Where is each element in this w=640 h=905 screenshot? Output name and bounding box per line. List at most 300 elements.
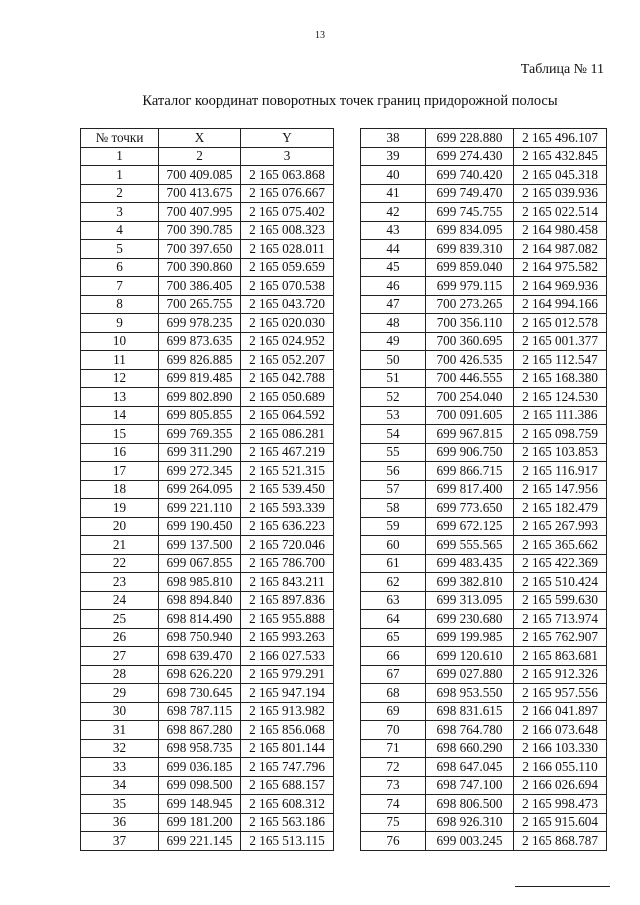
point-number-cell: 57 (361, 480, 426, 499)
table-row (361, 499, 607, 518)
y-coordinate-cell: 2 165 001.377 (514, 332, 607, 351)
y-coordinate-cell: 2 165 111.386 (514, 406, 607, 425)
y-coordinate-cell: 2 165 688.157 (241, 776, 334, 795)
page-number: 13 (315, 30, 325, 41)
y-coordinate-cell: 2 165 008.323 (241, 221, 334, 240)
x-coordinate-cell: 698 660.290 (426, 739, 514, 758)
table-row (361, 240, 607, 259)
point-number-cell: 32 (81, 739, 159, 758)
x-coordinate-cell: 699 098.500 (159, 776, 241, 795)
point-number-cell: 8 (81, 295, 159, 314)
x-coordinate-cell: 700 390.860 (159, 258, 241, 277)
x-coordinate-cell: 699 137.500 (159, 536, 241, 555)
point-number-cell: 53 (361, 406, 426, 425)
point-number-cell: 36 (81, 813, 159, 832)
table-row (81, 628, 334, 647)
x-coordinate-cell: 699 181.200 (159, 813, 241, 832)
x-coordinate-cell: 699 003.245 (426, 832, 514, 851)
table-row (361, 129, 607, 148)
x-coordinate-cell: 699 228.880 (426, 129, 514, 148)
x-coordinate-cell: 699 839.310 (426, 240, 514, 259)
y-coordinate-cell: 2 165 801.144 (241, 739, 334, 758)
table-row (81, 665, 334, 684)
y-coordinate-cell: 2 166 027.533 (241, 647, 334, 666)
table-row (81, 462, 334, 481)
table-row (361, 813, 607, 832)
y-coordinate-cell: 2 165 913.982 (241, 702, 334, 721)
y-coordinate-cell: 2 165 422.369 (514, 554, 607, 573)
point-number-cell: 66 (361, 647, 426, 666)
y-coordinate-cell: 2 165 028.011 (241, 240, 334, 259)
table-row (81, 776, 334, 795)
table-row (81, 702, 334, 721)
table-row (361, 480, 607, 499)
y-coordinate-cell: 2 165 713.974 (514, 610, 607, 629)
table-row (81, 203, 334, 222)
table-row (361, 462, 607, 481)
point-number-cell: 16 (81, 443, 159, 462)
y-coordinate-cell: 2 165 168.380 (514, 369, 607, 388)
x-coordinate-cell: 699 906.750 (426, 443, 514, 462)
x-coordinate-cell: 698 639.470 (159, 647, 241, 666)
x-coordinate-cell: 698 764.780 (426, 721, 514, 740)
table-row (361, 406, 607, 425)
x-coordinate-cell: 698 626.220 (159, 665, 241, 684)
x-coordinate-cell: 698 806.500 (426, 795, 514, 814)
table-row (81, 517, 334, 536)
point-number-cell: 65 (361, 628, 426, 647)
y-coordinate-cell: 2 165 955.888 (241, 610, 334, 629)
table-row (361, 536, 607, 555)
table-row (361, 314, 607, 333)
x-coordinate-cell: 698 814.490 (159, 610, 241, 629)
y-coordinate-cell: 2 165 915.604 (514, 813, 607, 832)
x-coordinate-cell: 699 067.855 (159, 554, 241, 573)
y-coordinate-cell: 2 166 041.897 (514, 702, 607, 721)
table-row (361, 758, 607, 777)
x-coordinate-cell: 698 958.735 (159, 739, 241, 758)
y-coordinate-cell: 2 165 608.312 (241, 795, 334, 814)
table-row (361, 277, 607, 296)
table-row (81, 591, 334, 610)
coordinates-table-right (360, 128, 607, 851)
header-y: Y (241, 129, 334, 148)
point-number-cell: 4 (81, 221, 159, 240)
table-row (81, 166, 334, 185)
x-coordinate-cell: 700 446.555 (426, 369, 514, 388)
point-number-cell: 68 (361, 684, 426, 703)
point-number-cell: 25 (81, 610, 159, 629)
y-coordinate-cell: 2 164 987.082 (514, 240, 607, 259)
y-coordinate-cell: 2 165 868.787 (514, 832, 607, 851)
point-number-cell: 59 (361, 517, 426, 536)
y-coordinate-cell: 2 165 116.917 (514, 462, 607, 481)
y-coordinate-cell: 2 165 539.450 (241, 480, 334, 499)
x-coordinate-cell: 700 091.605 (426, 406, 514, 425)
point-number-cell: 43 (361, 221, 426, 240)
x-coordinate-cell: 699 555.565 (426, 536, 514, 555)
table-row (81, 610, 334, 629)
y-coordinate-cell: 2 165 052.207 (241, 351, 334, 370)
y-coordinate-cell: 2 165 064.592 (241, 406, 334, 425)
x-coordinate-cell: 699 382.810 (426, 573, 514, 592)
point-number-cell: 24 (81, 591, 159, 610)
x-coordinate-cell: 698 647.045 (426, 758, 514, 777)
y-coordinate-cell: 2 165 636.223 (241, 517, 334, 536)
point-number-cell: 64 (361, 610, 426, 629)
x-coordinate-cell: 699 036.185 (159, 758, 241, 777)
y-coordinate-cell: 2 165 070.538 (241, 277, 334, 296)
x-coordinate-cell: 699 967.815 (426, 425, 514, 444)
table-row (81, 739, 334, 758)
point-number-cell: 23 (81, 573, 159, 592)
x-coordinate-cell: 699 199.985 (426, 628, 514, 647)
x-coordinate-cell: 700 265.755 (159, 295, 241, 314)
table-row (81, 721, 334, 740)
x-coordinate-cell: 700 356.110 (426, 314, 514, 333)
point-number-cell: 47 (361, 295, 426, 314)
point-number-cell: 41 (361, 184, 426, 203)
column-index-row (81, 147, 334, 166)
y-coordinate-cell: 2 165 863.681 (514, 647, 607, 666)
point-number-cell: 50 (361, 351, 426, 370)
point-number-cell: 21 (81, 536, 159, 555)
table-row (81, 499, 334, 518)
table-row (81, 647, 334, 666)
point-number-cell: 39 (361, 147, 426, 166)
table-row (361, 517, 607, 536)
table-row (81, 684, 334, 703)
x-coordinate-cell: 699 264.095 (159, 480, 241, 499)
table-row (81, 406, 334, 425)
x-coordinate-cell: 699 817.400 (426, 480, 514, 499)
footer-divider (515, 886, 610, 887)
point-number-cell: 27 (81, 647, 159, 666)
x-coordinate-cell: 699 979.115 (426, 277, 514, 296)
table-row (81, 425, 334, 444)
point-number-cell: 19 (81, 499, 159, 518)
table-row (81, 332, 334, 351)
table-row (361, 610, 607, 629)
y-coordinate-cell: 2 165 147.956 (514, 480, 607, 499)
table-row (81, 295, 334, 314)
y-coordinate-cell: 2 165 024.952 (241, 332, 334, 351)
header-row (81, 129, 334, 148)
point-number-cell: 62 (361, 573, 426, 592)
point-number-cell: 70 (361, 721, 426, 740)
x-coordinate-cell: 699 819.485 (159, 369, 241, 388)
x-coordinate-cell: 699 978.235 (159, 314, 241, 333)
right-table-body (361, 129, 607, 851)
x-coordinate-cell: 699 148.945 (159, 795, 241, 814)
x-coordinate-cell: 699 230.680 (426, 610, 514, 629)
y-coordinate-cell: 2 164 994.166 (514, 295, 607, 314)
point-number-cell: 51 (361, 369, 426, 388)
document-title: Каталог координат поворотных точек границ придорожной полосы (142, 93, 558, 109)
x-coordinate-cell: 700 413.675 (159, 184, 241, 203)
x-coordinate-cell: 699 272.345 (159, 462, 241, 481)
point-number-cell: 14 (81, 406, 159, 425)
x-coordinate-cell: 700 386.405 (159, 277, 241, 296)
point-number-cell: 35 (81, 795, 159, 814)
y-coordinate-cell: 2 165 998.473 (514, 795, 607, 814)
y-coordinate-cell: 2 164 975.582 (514, 258, 607, 277)
x-coordinate-cell: 698 747.100 (426, 776, 514, 795)
point-number-cell: 34 (81, 776, 159, 795)
point-number-cell: 7 (81, 277, 159, 296)
y-coordinate-cell: 2 165 022.514 (514, 203, 607, 222)
x-coordinate-cell: 699 773.650 (426, 499, 514, 518)
table-row (361, 332, 607, 351)
header-point-number: № точки (81, 129, 159, 148)
point-number-cell: 33 (81, 758, 159, 777)
point-number-cell: 76 (361, 832, 426, 851)
table-row (361, 295, 607, 314)
y-coordinate-cell: 2 165 843.211 (241, 573, 334, 592)
point-number-cell: 31 (81, 721, 159, 740)
table-row (81, 388, 334, 407)
table-row (361, 628, 607, 647)
x-coordinate-cell: 698 730.645 (159, 684, 241, 703)
point-number-cell: 17 (81, 462, 159, 481)
y-coordinate-cell: 2 164 980.458 (514, 221, 607, 240)
y-coordinate-cell: 2 165 912.326 (514, 665, 607, 684)
x-coordinate-cell: 699 221.110 (159, 499, 241, 518)
y-coordinate-cell: 2 165 075.402 (241, 203, 334, 222)
x-coordinate-cell: 700 409.085 (159, 166, 241, 185)
table-row (361, 388, 607, 407)
table-row (81, 554, 334, 573)
table-row (361, 351, 607, 370)
table-row (81, 536, 334, 555)
point-number-cell: 42 (361, 203, 426, 222)
table-row (361, 203, 607, 222)
table-row (81, 813, 334, 832)
x-coordinate-cell: 699 190.450 (159, 517, 241, 536)
table-row (361, 591, 607, 610)
point-number-cell: 60 (361, 536, 426, 555)
y-coordinate-cell: 2 165 521.315 (241, 462, 334, 481)
y-coordinate-cell: 2 165 124.530 (514, 388, 607, 407)
point-number-cell: 44 (361, 240, 426, 259)
y-coordinate-cell: 2 165 747.796 (241, 758, 334, 777)
y-coordinate-cell: 2 165 786.700 (241, 554, 334, 573)
table-row (81, 795, 334, 814)
point-number-cell: 74 (361, 795, 426, 814)
y-coordinate-cell: 2 165 993.263 (241, 628, 334, 647)
point-number-cell: 22 (81, 554, 159, 573)
y-coordinate-cell: 2 165 979.291 (241, 665, 334, 684)
point-number-cell: 54 (361, 425, 426, 444)
point-number-cell: 10 (81, 332, 159, 351)
x-coordinate-cell: 698 894.840 (159, 591, 241, 610)
y-coordinate-cell: 2 166 055.110 (514, 758, 607, 777)
x-coordinate-cell: 699 859.040 (426, 258, 514, 277)
x-coordinate-cell: 699 483.435 (426, 554, 514, 573)
point-number-cell: 29 (81, 684, 159, 703)
point-number-cell: 58 (361, 499, 426, 518)
x-coordinate-cell: 699 834.095 (426, 221, 514, 240)
x-coordinate-cell: 699 120.610 (426, 647, 514, 666)
table-row (81, 480, 334, 499)
x-coordinate-cell: 698 750.940 (159, 628, 241, 647)
point-number-cell: 6 (81, 258, 159, 277)
table-row (361, 369, 607, 388)
y-coordinate-cell: 2 165 720.046 (241, 536, 334, 555)
point-number-cell: 18 (81, 480, 159, 499)
point-number-cell: 3 (81, 203, 159, 222)
point-number-cell: 9 (81, 314, 159, 333)
point-number-cell: 30 (81, 702, 159, 721)
y-coordinate-cell: 2 165 112.547 (514, 351, 607, 370)
point-number-cell: 69 (361, 702, 426, 721)
y-coordinate-cell: 2 165 957.556 (514, 684, 607, 703)
x-coordinate-cell: 698 985.810 (159, 573, 241, 592)
y-coordinate-cell: 2 166 073.648 (514, 721, 607, 740)
point-number-cell: 72 (361, 758, 426, 777)
table-row (361, 665, 607, 684)
table-row (361, 776, 607, 795)
y-coordinate-cell: 2 165 043.720 (241, 295, 334, 314)
table-row (361, 702, 607, 721)
point-number-cell: 75 (361, 813, 426, 832)
table-row (361, 166, 607, 185)
x-coordinate-cell: 700 397.650 (159, 240, 241, 259)
table-row (361, 739, 607, 758)
column-index-cell: 1 (81, 147, 159, 166)
point-number-cell: 13 (81, 388, 159, 407)
x-coordinate-cell: 700 254.040 (426, 388, 514, 407)
y-coordinate-cell: 2 165 103.853 (514, 443, 607, 462)
point-number-cell: 48 (361, 314, 426, 333)
table-row (81, 369, 334, 388)
point-number-cell: 12 (81, 369, 159, 388)
point-number-cell: 1 (81, 166, 159, 185)
point-number-cell: 40 (361, 166, 426, 185)
y-coordinate-cell: 2 165 365.662 (514, 536, 607, 555)
y-coordinate-cell: 2 165 012.578 (514, 314, 607, 333)
table-row (81, 240, 334, 259)
y-coordinate-cell: 2 165 182.479 (514, 499, 607, 518)
y-coordinate-cell: 2 165 063.868 (241, 166, 334, 185)
table-row (361, 684, 607, 703)
y-coordinate-cell: 2 165 045.318 (514, 166, 607, 185)
y-coordinate-cell: 2 165 020.030 (241, 314, 334, 333)
y-coordinate-cell: 2 165 042.788 (241, 369, 334, 388)
table-row (361, 832, 607, 851)
x-coordinate-cell: 699 313.095 (426, 591, 514, 610)
table-row (361, 184, 607, 203)
y-coordinate-cell: 2 165 076.667 (241, 184, 334, 203)
y-coordinate-cell: 2 165 267.993 (514, 517, 607, 536)
y-coordinate-cell: 2 165 510.424 (514, 573, 607, 592)
x-coordinate-cell: 699 826.885 (159, 351, 241, 370)
x-coordinate-cell: 698 831.615 (426, 702, 514, 721)
point-number-cell: 26 (81, 628, 159, 647)
x-coordinate-cell: 699 802.890 (159, 388, 241, 407)
y-coordinate-cell: 2 165 432.845 (514, 147, 607, 166)
x-coordinate-cell: 699 672.125 (426, 517, 514, 536)
table-row (81, 443, 334, 462)
table-row (361, 554, 607, 573)
y-coordinate-cell: 2 165 086.281 (241, 425, 334, 444)
table-row (81, 277, 334, 296)
table-row (361, 425, 607, 444)
table-row (81, 314, 334, 333)
x-coordinate-cell: 698 953.550 (426, 684, 514, 703)
y-coordinate-cell: 2 165 947.194 (241, 684, 334, 703)
x-coordinate-cell: 698 787.115 (159, 702, 241, 721)
y-coordinate-cell: 2 165 897.836 (241, 591, 334, 610)
x-coordinate-cell: 699 221.145 (159, 832, 241, 851)
table-row (81, 184, 334, 203)
x-coordinate-cell: 699 311.290 (159, 443, 241, 462)
point-number-cell: 46 (361, 277, 426, 296)
point-number-cell: 63 (361, 591, 426, 610)
table-row (361, 258, 607, 277)
y-coordinate-cell: 2 165 059.659 (241, 258, 334, 277)
x-coordinate-cell: 699 805.855 (159, 406, 241, 425)
x-coordinate-cell: 698 867.280 (159, 721, 241, 740)
y-coordinate-cell: 2 166 026.694 (514, 776, 607, 795)
y-coordinate-cell: 2 165 098.759 (514, 425, 607, 444)
x-coordinate-cell: 699 745.755 (426, 203, 514, 222)
header-x: X (159, 129, 241, 148)
x-coordinate-cell: 699 274.430 (426, 147, 514, 166)
point-number-cell: 52 (361, 388, 426, 407)
y-coordinate-cell: 2 165 513.115 (241, 832, 334, 851)
point-number-cell: 20 (81, 517, 159, 536)
y-coordinate-cell: 2 165 599.630 (514, 591, 607, 610)
x-coordinate-cell: 699 740.420 (426, 166, 514, 185)
x-coordinate-cell: 700 273.265 (426, 295, 514, 314)
point-number-cell: 56 (361, 462, 426, 481)
y-coordinate-cell: 2 165 762.907 (514, 628, 607, 647)
x-coordinate-cell: 700 426.535 (426, 351, 514, 370)
point-number-cell: 67 (361, 665, 426, 684)
table-row (361, 147, 607, 166)
y-coordinate-cell: 2 165 563.186 (241, 813, 334, 832)
point-number-cell: 15 (81, 425, 159, 444)
table-row (81, 258, 334, 277)
y-coordinate-cell: 2 165 593.339 (241, 499, 334, 518)
table-row (81, 351, 334, 370)
point-number-cell: 38 (361, 129, 426, 148)
x-coordinate-cell: 700 407.995 (159, 203, 241, 222)
x-coordinate-cell: 699 769.355 (159, 425, 241, 444)
point-number-cell: 11 (81, 351, 159, 370)
x-coordinate-cell: 700 390.785 (159, 221, 241, 240)
point-number-cell: 49 (361, 332, 426, 351)
y-coordinate-cell: 2 164 969.936 (514, 277, 607, 296)
point-number-cell: 55 (361, 443, 426, 462)
y-coordinate-cell: 2 165 467.219 (241, 443, 334, 462)
point-number-cell: 2 (81, 184, 159, 203)
point-number-cell: 73 (361, 776, 426, 795)
table-row (361, 721, 607, 740)
column-index-cell: 3 (241, 147, 334, 166)
point-number-cell: 71 (361, 739, 426, 758)
y-coordinate-cell: 2 165 039.936 (514, 184, 607, 203)
x-coordinate-cell: 699 866.715 (426, 462, 514, 481)
x-coordinate-cell: 698 926.310 (426, 813, 514, 832)
table-label: Таблица № 11 (520, 62, 604, 77)
point-number-cell: 37 (81, 832, 159, 851)
y-coordinate-cell: 2 166 103.330 (514, 739, 607, 758)
y-coordinate-cell: 2 165 050.689 (241, 388, 334, 407)
table-row (361, 647, 607, 666)
table-row (361, 573, 607, 592)
